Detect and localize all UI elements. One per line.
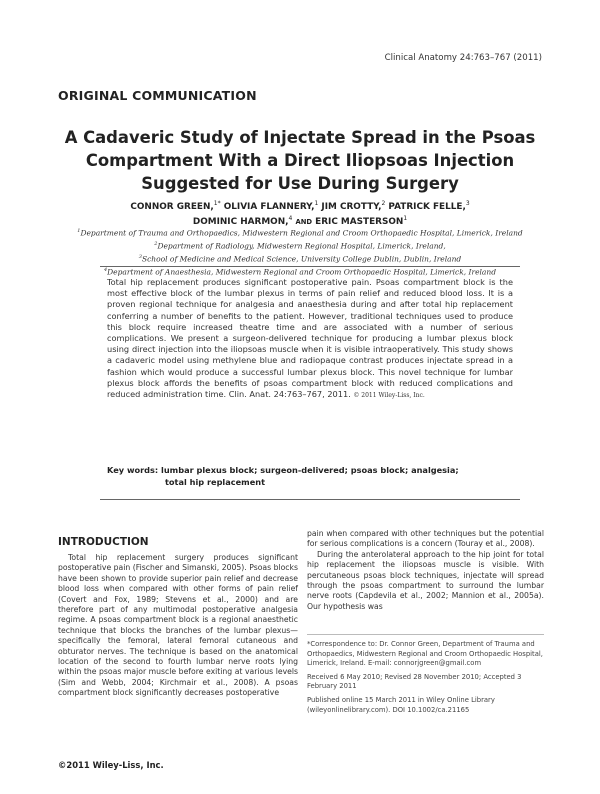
keywords-line-2: total hip replacement	[165, 477, 265, 487]
keywords	[107, 464, 515, 488]
body-paragraph: pain when compared with other techniques but the potential for serious complications is a concern (Touray et al., 2008).	[307, 529, 544, 549]
affiliation-item: $^3$School of Medicine and Medical Science, University College Dublin, Dublin, Ireland	[138, 254, 462, 264]
body-left-column: Total hip replacement surgery produces significant postoperative pain (Fischer and Simanski, 2005). Psoas blocks have been shown to provide superior pain relief and decrease blood loss when compared with other forms of pain relief (Covert and Fox, 1989; Stevens et al., 2000) and are therefore part of any multimodal postoperative analgesia regime. A psoas compartment block is a regional anaesthetic technique that blocks the branches of the lumbar plexus—specifically the femoral, lateral femoral cutaneous and obturator nerves. The technique is based on the anatomical location of the second to fourth lumbar nerve roots lying within the psoas major muscle before exiting at various levels (Sim and Webb, 2004; Kirchmair et al., 2008). A psoas compartment block significantly decreases postoperative	[58, 553, 298, 698]
body-right-column	[307, 529, 544, 612]
keywords-label: Key words:	[107, 465, 159, 475]
author-affil-sup: 3	[465, 200, 470, 207]
footnote-divider	[307, 634, 544, 635]
abstract	[107, 277, 513, 401]
body-paragraph: During the anterolateral approach to the hip joint for total hip replacement the iliopsoas muscle is visible. With percutaneous psoas block techniques, injectate will spread through the psoas compartment to surround the lumbar nerve roots (Capdevila et al., 2002; Mannion et al., 2005a). Our hypothesis was	[307, 549, 544, 611]
correspondence-note: *Correspondence to: Dr. Connor Green, Department of Trauma and Orthopaedics, Midwestern Regional and Croom Orthopaedic Hospital, Limerick, Ireland. E-mail: connorjgreen@gmail.com	[307, 640, 543, 668]
author-affil-sup: 1	[403, 215, 408, 223]
author-name: OLIVIA FLANNERY,	[223, 201, 315, 212]
keywords-line-1: lumbar plexus block; surgeon-delivered; psoas block; analgesia;	[161, 465, 459, 475]
affiliation-item: $^2$Department of Radiology, Midwestern Regional Hospital, Limerick, Ireland,	[154, 241, 446, 251]
author-affil-sup: 1	[314, 200, 319, 207]
affiliation-list	[40, 226, 560, 278]
introduction-heading: INTRODUCTION	[58, 536, 149, 548]
author-name: ERIC MASTERSON	[315, 217, 404, 228]
dates-note: Received 6 May 2010; Revised 28 November 2010; Accepted 3 February 2011	[307, 672, 522, 691]
affiliation-item: $^1$Department of Trauma and Orthopaedics, Midwestern Regional and Croom Orthopaedic Hospital, Limerick, Ireland	[77, 228, 523, 238]
author-name: JIM CROTTY,	[321, 201, 382, 212]
article-title: A Cadaveric Study of Injectate Spread in the Psoas Compartment With a Direct Iliopsoas Injection Suggested for Use During Surgery	[64, 128, 536, 193]
author-affil-sup: 4	[288, 215, 293, 223]
author-affil-sup: 1*	[213, 200, 221, 207]
abstract-copyright: © 2011 Wiley-Liss, Inc.	[353, 392, 425, 400]
section-label: ORIGINAL COMMUNICATION	[58, 88, 257, 103]
abstract-text: Total hip replacement produces significant postoperative pain. Psoas compartment block is the most effective block of the lumbar plexus in terms of pain relief and reduced blood loss. It is a proven regional technique for analgesia and anaesthesia during and after total hip replacement conferring a number of benefits to the patient. However, traditional techniques used to produce this block require increased theatre time and are associated with a number of serious complications. We present a surgeon-delivered technique for producing a lumbar plexus block using direct injection into the iliopsoas muscle when it is visible intraoperatively. This study shows a cadaveric model using methylene blue and radiopaque contrast produces injectate spread in a fashion which would produce a successful lumbar plexus block. This novel technique for lumbar plexus block affords the benefits of psoas compartment block with reduced complications and reduced administration time. Clin. Anat. 24:763–767, 2011.	[107, 277, 513, 400]
journal-reference: Clinical Anatomy 24:763–767 (2011)	[384, 53, 542, 63]
footnotes	[307, 640, 544, 719]
affiliation-item: $^4$Department of Anaesthesia, Midwestern Regional and Croom Orthopaedic Hospital, Limerick, Ireland	[103, 267, 497, 277]
footer-copyright: ©2011 Wiley-Liss, Inc.	[58, 760, 164, 770]
author-affil-sup: 2	[381, 200, 386, 207]
author-list	[80, 198, 520, 229]
abstract-top-divider	[100, 266, 520, 267]
author-name: CONNOR GREEN,	[130, 201, 214, 212]
author-name: DOMINIC HARMON,	[192, 217, 289, 228]
author-conjunction: AND	[295, 218, 313, 227]
published-note: Published online 15 March 2011 in Wiley Online Library (wileyonlinelibrary.com). DOI 10.1002/ca.21165	[307, 695, 495, 714]
abstract-bottom-divider	[100, 499, 520, 500]
author-name: PATRICK FELLE,	[388, 201, 466, 212]
